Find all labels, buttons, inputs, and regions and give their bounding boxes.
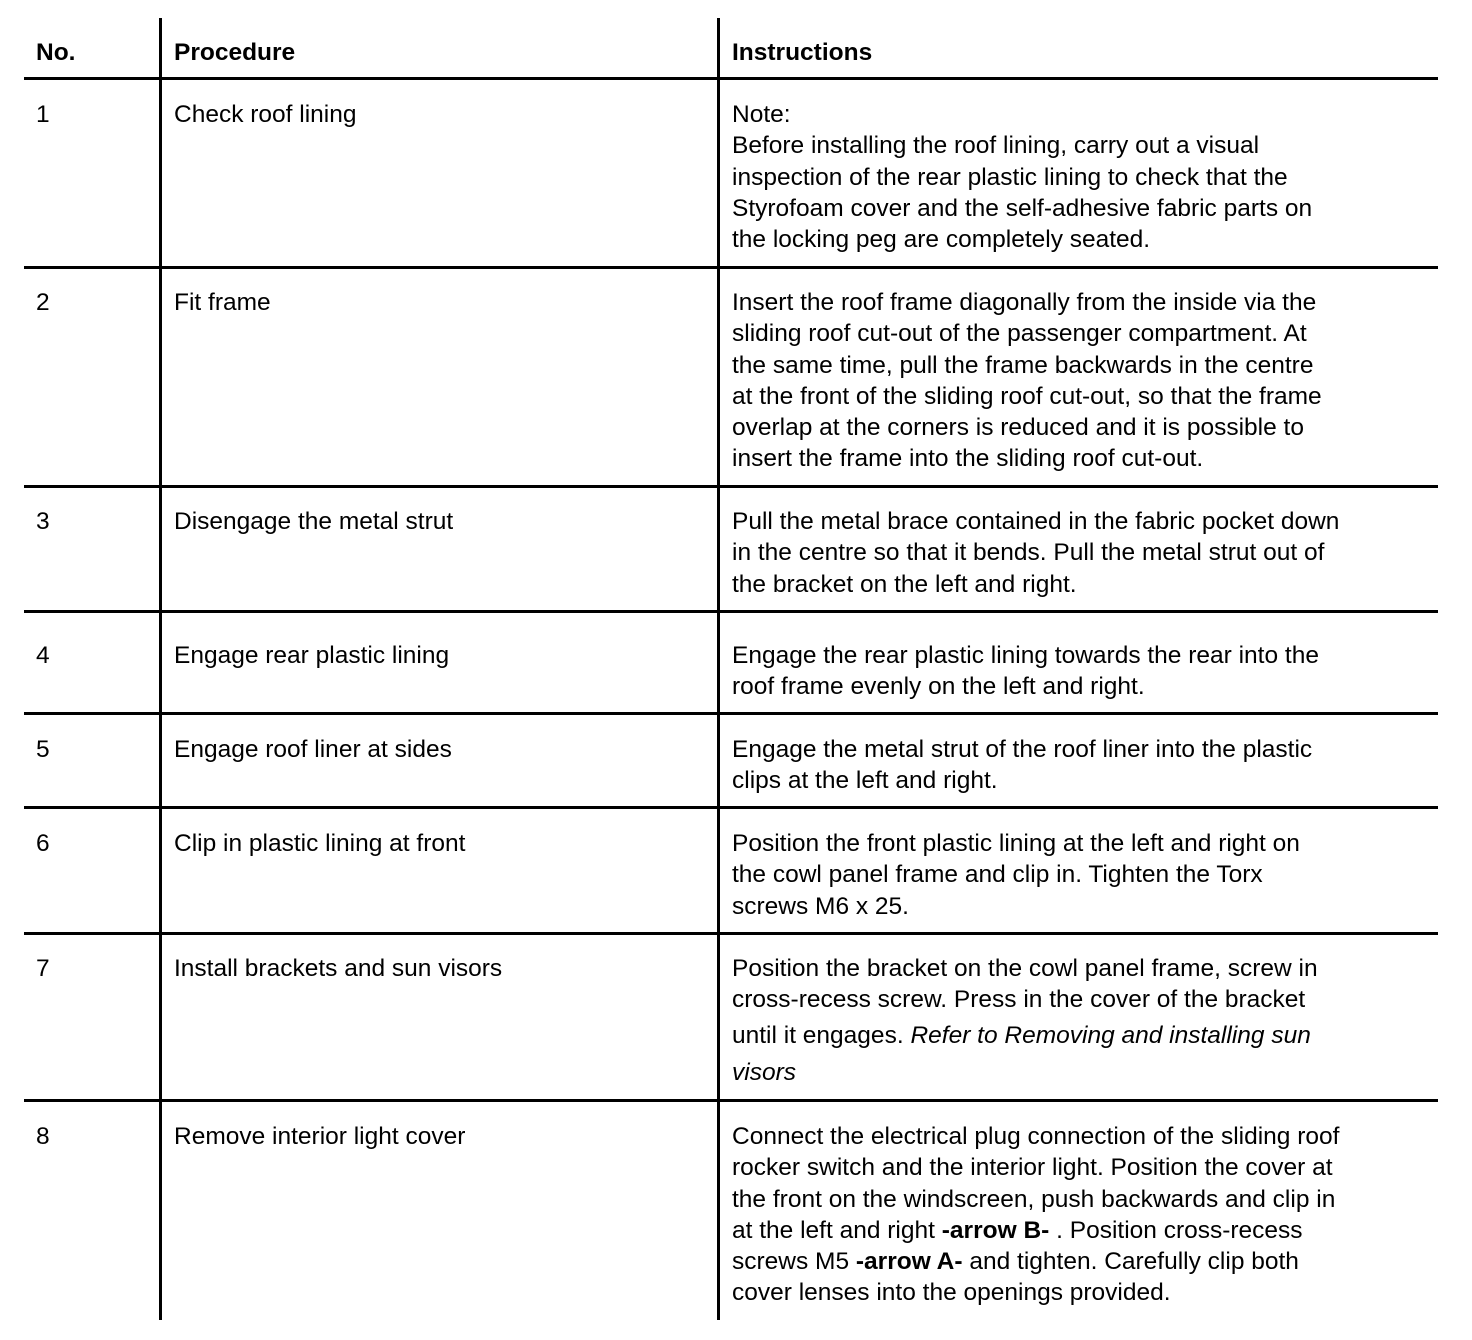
instruction-line: in the centre so that it bends. Pull the metal strut out of [732,539,1325,567]
row-procedure: Disengage the metal strut [174,508,454,535]
row-procedure: Install brackets and sun visors [174,955,503,982]
instruction-line: Pull the metal brace contained in the fabric pocket down [732,508,1340,535]
row-procedure: Fit frame [174,289,271,316]
header-divider [24,77,1438,80]
instruction-line: Note: [732,101,791,128]
row-instructions [732,287,1322,475]
instruction-text: . Position cross-recess [1056,1216,1303,1244]
instruction-line: screws M6 x 25. [732,892,909,920]
instruction-line [732,1246,1339,1277]
instruction-line: sliding roof cut-out of the passenger compartment. At [732,320,1307,348]
arrow-a-label: -arrow A- [855,1248,963,1276]
column-divider-no-procedure [159,18,162,1320]
instruction-line: rocker switch and the interior light. Position the cover at [732,1154,1333,1182]
row-number: 7 [36,955,50,982]
instruction-line: Connect the electrical plug connection of the sliding roof [732,1123,1340,1150]
instruction-line: insert the frame into the sliding roof cut-out. [732,445,1204,473]
header-procedure: Procedure [174,39,296,66]
header-instructions: Instructions [732,39,873,66]
row-divider [24,932,1438,935]
row-procedure: Engage rear plastic lining [174,642,450,669]
row-instructions [732,506,1339,600]
row-number: 4 [36,642,50,669]
row-divider [24,806,1438,809]
row-procedure: Clip in plastic lining at front [174,830,466,857]
arrow-b-label: -arrow B- [941,1216,1050,1244]
instruction-line: at the front of the sliding roof cut-out, so that the frame [732,382,1322,410]
instruction-line [732,1215,1339,1246]
instruction-line: overlap at the corners is reduced and it is possible to [732,414,1304,442]
instruction-line: Engage the metal strut of the roof liner into the plastic [732,736,1313,763]
reference-link-sun-visors-cont[interactable]: visors [732,1058,796,1086]
row-divider [24,1099,1438,1102]
row-number: 6 [36,830,50,857]
row-instructions [732,640,1319,703]
instruction-line: the bracket on the left and right. [732,570,1077,598]
instruction-text: at the left and right [732,1216,935,1244]
row-instructions [732,953,1318,1088]
instruction-line: the cowl panel frame and clip in. Tighten the Torx [732,861,1263,889]
instruction-line: clips at the left and right. [732,767,998,795]
row-number: 8 [36,1123,50,1150]
instruction-line: Position the bracket on the cowl panel frame, screw in [732,955,1318,982]
row-procedure: Check roof lining [174,101,357,128]
instruction-line: cover lenses into the openings provided. [732,1279,1171,1307]
instruction-line: Before installing the roof lining, carry out a visual [732,132,1260,160]
row-divider [24,485,1438,488]
row-divider [24,266,1438,269]
row-number: 1 [36,101,50,128]
instruction-line: cross-recess screw. Press in the cover of the bracket [732,986,1306,1014]
row-instructions [732,828,1300,922]
instruction-line: Styrofoam cover and the self-adhesive fabric parts on [732,194,1313,222]
instruction-line [732,1020,1318,1051]
row-divider [24,610,1438,613]
row-instructions [732,1121,1339,1309]
instruction-text: and tighten. Carefully clip both [969,1248,1299,1276]
row-number: 2 [36,289,50,316]
row-procedure: Remove interior light cover [174,1123,466,1150]
instruction-text: until it engages. [732,1021,904,1049]
header-no: No. [36,39,76,66]
reference-link-sun-visors[interactable]: Refer to Removing and installing sun [910,1021,1311,1049]
row-instructions [732,99,1312,255]
instruction-text: screws M5 [732,1248,850,1276]
row-instructions [732,734,1312,797]
row-number: 3 [36,508,50,535]
row-number: 5 [36,736,50,763]
instruction-line: inspection of the rear plastic lining to check that the [732,163,1288,191]
instruction-line: the locking peg are completely seated. [732,226,1151,254]
instruction-line: Engage the rear plastic lining towards the rear into the [732,642,1319,669]
instruction-line: roof frame evenly on the left and right. [732,673,1145,701]
row-divider [24,712,1438,715]
instruction-line: Position the front plastic lining at the left and right on [732,830,1300,857]
column-divider-procedure-instructions [717,18,720,1320]
instruction-line: the front on the windscreen, push backwards and clip in [732,1185,1336,1213]
row-procedure: Engage roof liner at sides [174,736,452,763]
instruction-line: the same time, pull the frame backwards in the centre [732,351,1314,379]
instruction-line: Insert the roof frame diagonally from the inside via the [732,289,1317,316]
